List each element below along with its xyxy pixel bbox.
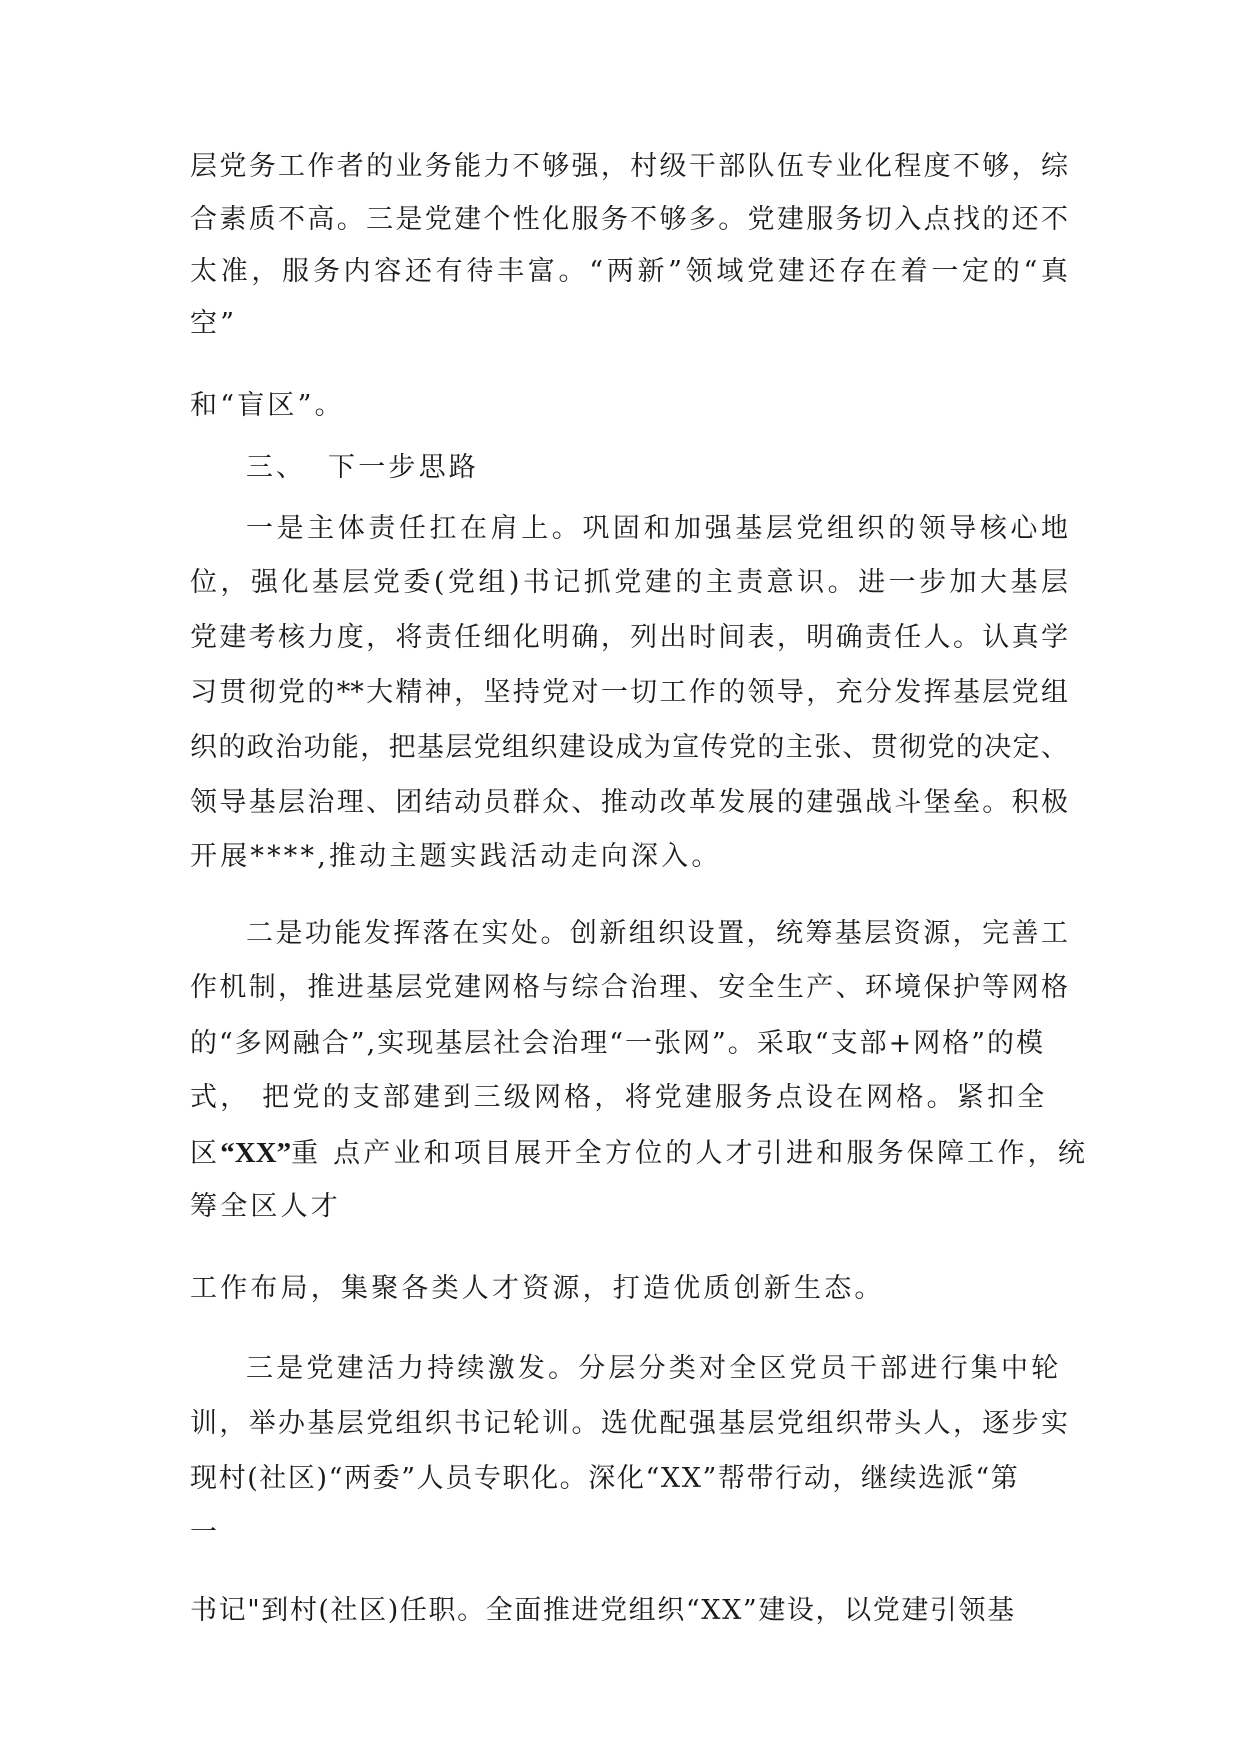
paragraph-1-line-7: 开展****,推动主题实践活动走向深入。: [190, 841, 722, 872]
paragraph-2-line-2: 作机制，推进基层党建网格与综合治理、安全生产、环境保护等网格: [190, 972, 1068, 1003]
paragraph-1-line-5: 织的政治功能，把基层党组织建设成为宣传党的主张、贯彻党的决定、: [190, 732, 1068, 763]
paragraph-1-line-6: 领导基层治理、团结动员群众、推动改革发展的建强战斗堡垒。积极: [190, 787, 1068, 818]
paragraph-2-line-7: 工作布局，集聚各类人才资源，打造优质创新生态。: [190, 1273, 885, 1304]
bold-placeholder: “XX”: [220, 1137, 292, 1169]
section-number: 三、: [246, 452, 306, 483]
paragraph-2-line-6: 筹全区人才: [190, 1191, 341, 1222]
paragraph-1-line-1: 一是主体责任扛在肩上。巩固和加强基层党组织的领导核心地: [246, 513, 1068, 544]
text-line-4: 空”: [190, 308, 238, 339]
paragraph-3-line-1: 三是党建活力持续激发。分层分类对全区党员干部进行集中轮: [246, 1353, 1062, 1384]
text-line-5: 和“盲区”。: [190, 390, 345, 421]
section-heading: [246, 448, 479, 488]
paragraph-2-line-1: 二是功能发挥落在实处。创新组织设置，统筹基层资源，完善工: [246, 918, 1068, 949]
paragraph-1-line-3: 党建考核力度，将责任细化明确，列出时间表，明确责任人。认真学: [190, 622, 1068, 653]
section-title: 下一步思路: [328, 452, 479, 483]
paragraph-2-line-5: [190, 1133, 1088, 1173]
line-rest: 重 点产业和项目展开全方位的人才引进和服务保障工作，统: [291, 1138, 1089, 1169]
text-line-3: 太准，服务内容还有待丰富。“两新”领域党建还存在着一定的“真: [190, 256, 1068, 287]
text-line-2: 合素质不高。三是党建个性化服务不够多。党建服务切入点找的还不: [190, 204, 1068, 235]
paragraph-2-line-4: 式， 把党的支部建到三级网格，将党建服务点设在网格。紧扣全: [190, 1082, 1048, 1113]
paragraph-3-line-4: 一: [190, 1517, 221, 1548]
paragraph-3-line-2: 训，举办基层党组织书记轮训。选优配强基层党组织带头人，逐步实: [190, 1408, 1068, 1439]
paragraph-2-line-3: 的“多网融合”,实现基层社会治理“一张网”。采取“支部+网格”的模: [190, 1028, 1046, 1059]
paragraph-1-line-4: 习贯彻党的**大精神，坚持党对一切工作的领导，充分发挥基层党组: [190, 677, 1068, 708]
line-prefix: 区: [190, 1138, 221, 1169]
text-line-1: 层党务工作者的业务能力不够强，村级干部队伍专业化程度不够，综: [190, 151, 1068, 182]
paragraph-3-line-5: 书记"到村(社区)任职。全面推进党组织“XX”建设，以党建引领基: [190, 1595, 1016, 1626]
paragraph-3-line-3: 现村(社区)“两委”人员专职化。深化“XX”帮带行动，继续选派“第: [190, 1463, 1020, 1494]
paragraph-1-line-2: 位，强化基层党委(党组)书记抓党建的主责意识。进一步加大基层: [190, 567, 1068, 598]
